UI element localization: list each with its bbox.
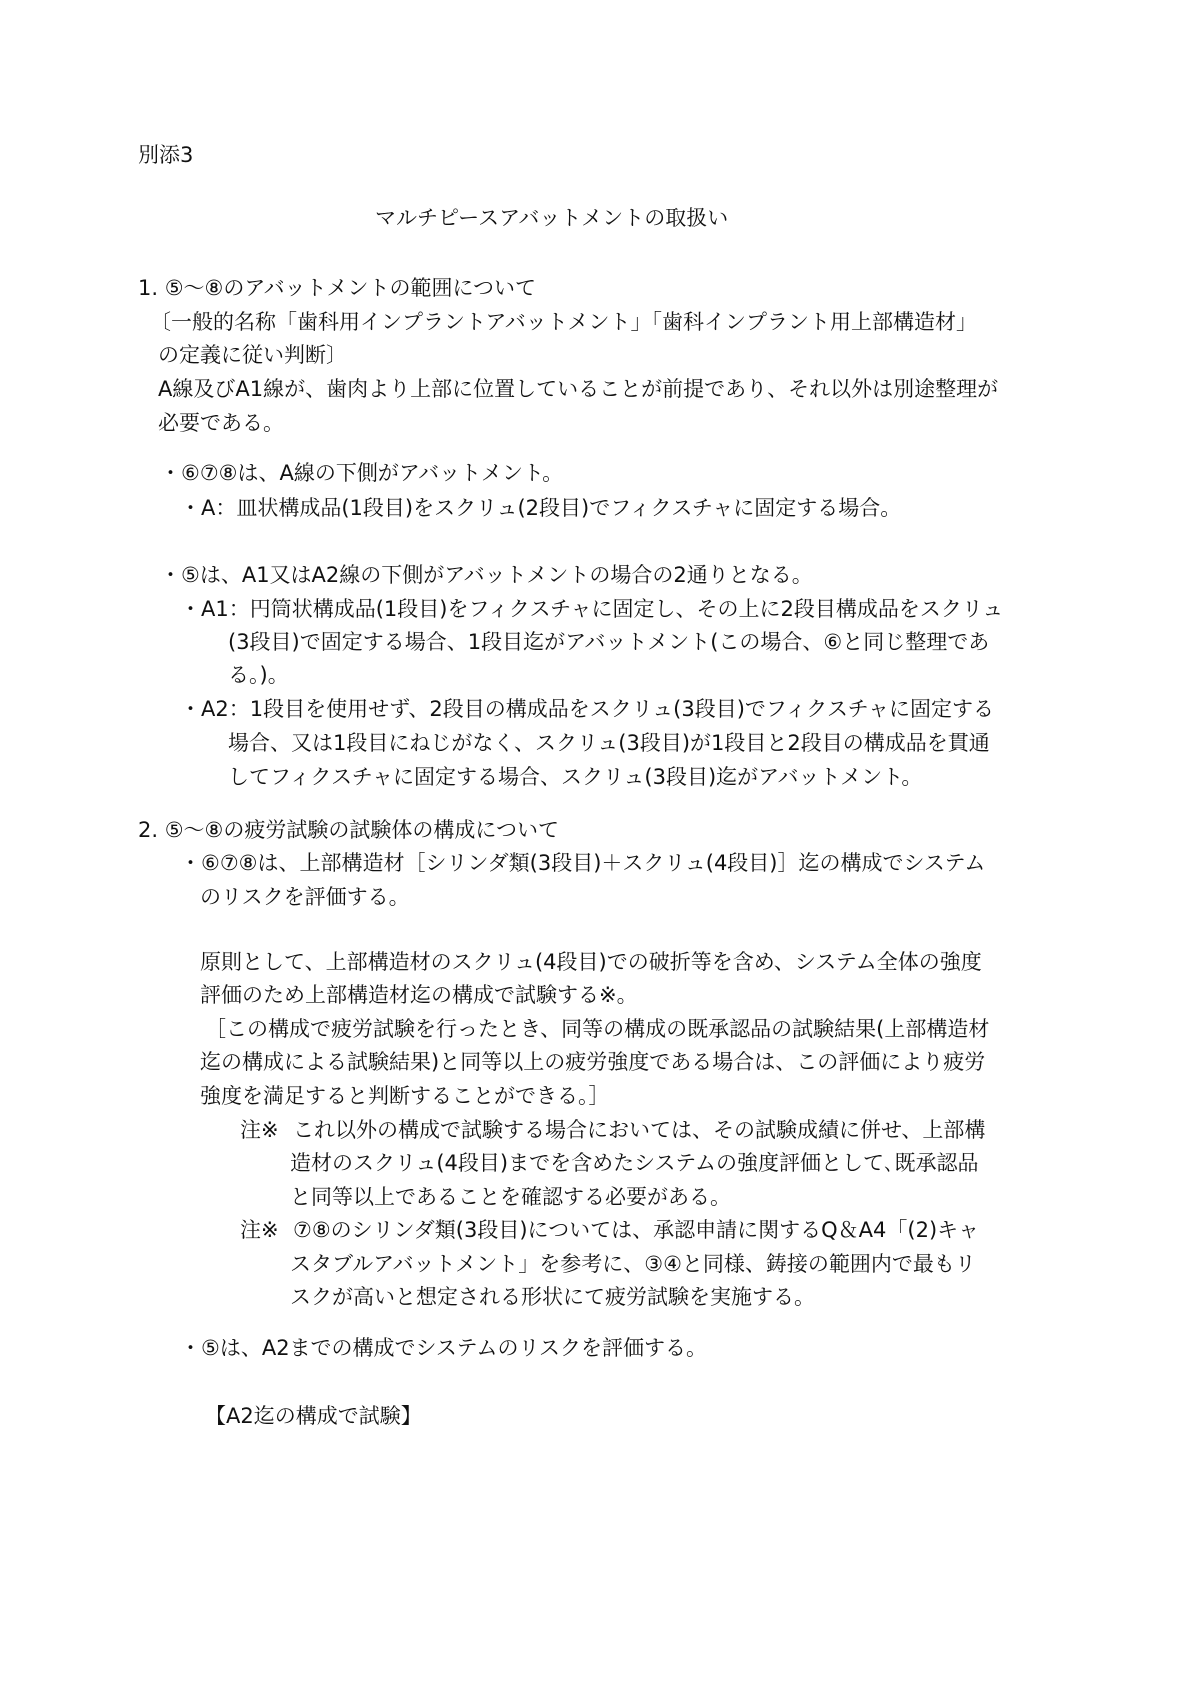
note-line: ⑦⑧のシリンダ類(3段目)については、承認申請に関するQ＆A4「(2)キャ — [293, 1218, 980, 1242]
subheading: 【A2迄の構成で試験】 — [205, 1404, 422, 1428]
sub-bullet-item: ・A1：円筒状構成品(1段目)をフィクスチャに固定し、その上に2段目構成品をスクリュ — [180, 597, 1004, 621]
paragraph-line: 迄の構成による試験結果)と同等以上の疲労強度である場合は、この評価により疲労 — [200, 1050, 986, 1074]
note-label: 注※ — [240, 1118, 279, 1142]
note-line: と同等以上であることを確認する必要がある。 — [290, 1185, 731, 1209]
note-line: スタブルアバットメント」を参考に、③④と同様、鋳接の範囲内で最もリ — [290, 1252, 976, 1276]
paragraph-line: 評価のため上部構造材迄の構成で試験する※。 — [200, 983, 638, 1007]
paragraph-line: してフィクスチャに固定する場合、スクリュ(3段目)迄がアバットメント。 — [228, 765, 923, 789]
paragraph-line: のリスクを評価する。 — [200, 885, 410, 909]
page-title: マルチピースアバットメントの取扱い — [375, 206, 729, 230]
bullet-item: ・⑥⑦⑧は、A線の下側がアバットメント。 — [160, 461, 564, 485]
paragraph-line: の定義に従い判断〕 — [158, 343, 347, 367]
paragraph-line: 原則として、上部構造材のスクリュ(4段目)での破折等を含め、システム全体の強度 — [200, 950, 982, 974]
paragraph-line: 強度を満足すると判断することができる。］ — [200, 1084, 610, 1108]
attachment-label: 別添3 — [138, 143, 194, 167]
note-line: スクが高いと想定される形状にて疲労試験を実施する。 — [290, 1285, 815, 1309]
bullet-item: ・⑤は、A1又はA2線の下側がアバットメントの場合の2通りとなる。 — [160, 563, 813, 587]
note-line: 造材のスクリュ(4段目)までを含めたシステムの強度評価として､既承認品 — [290, 1151, 979, 1175]
sub-bullet-item: ・A2：1段目を使用せず、2段目の構成品をスクリュ(3段目)でフィクスチャに固定する — [180, 697, 994, 721]
note-line: これ以外の構成で試験する場合においては、その試験成績に併せ、上部構 — [293, 1118, 986, 1142]
paragraph-line: 必要である。 — [158, 411, 284, 435]
paragraph-line: A線及びA1線が、歯肉より上部に位置していることが前提であり、それ以外は別途整理が — [158, 377, 999, 401]
paragraph-line: 場合、又は1段目にねじがなく、スクリュ(3段目)が1段目と2段目の構成品を貫通 — [228, 731, 990, 755]
sub-bullet-item: ・A：皿状構成品(1段目)をスクリュ(2段目)でフィクスチャに固定する場合。 — [180, 496, 902, 520]
paragraph-line: る。)。 — [228, 663, 289, 687]
bullet-item: ・⑥⑦⑧は、上部構造材［シリンダ類(3段目)＋スクリュ(4段目)］迄の構成でシステム — [180, 851, 986, 875]
paragraph-line: 〔一般的名称「歯科用インプラントアバットメント」「歯科インプラント用上部構造材」 — [150, 310, 977, 334]
section-2-heading: 2. ⑤～⑧の疲労試験の試験体の構成について — [138, 818, 559, 842]
note-label: 注※ — [240, 1218, 279, 1242]
paragraph-line: (3段目)で固定する場合、1段目迄がアバットメント(この場合、⑥と同じ整理であ — [228, 630, 990, 654]
bullet-item: ・⑤は、A2までの構成でシステムのリスクを評価する。 — [180, 1336, 708, 1360]
paragraph-line: ［この構成で疲労試験を行ったとき、同等の構成の既承認品の試験結果(上部構造材 — [205, 1017, 990, 1041]
section-1-heading: 1. ⑤～⑧のアバットメントの範囲について — [138, 276, 537, 300]
